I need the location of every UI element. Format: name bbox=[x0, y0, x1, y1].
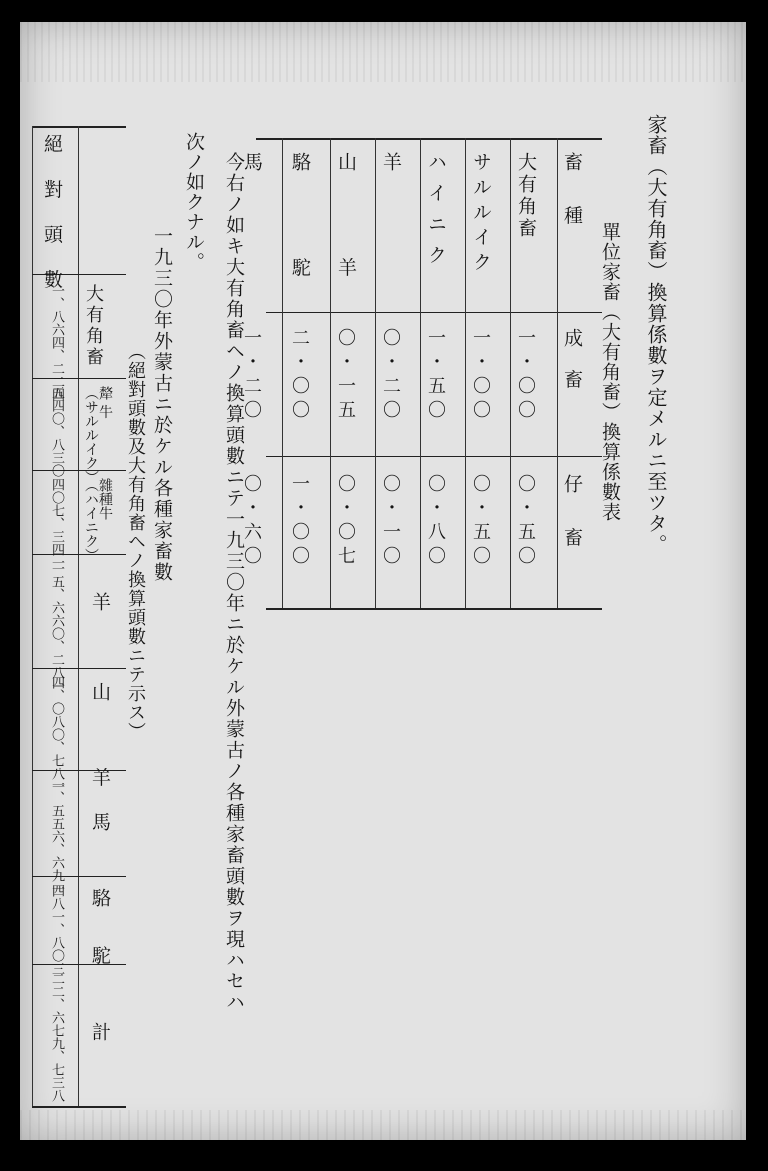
scan-noise-bottom bbox=[20, 1110, 746, 1140]
table2-col-rule-5 bbox=[32, 770, 126, 771]
table1-row-name: 山 羊 bbox=[335, 152, 357, 317]
table1-col-line-5 bbox=[375, 138, 376, 608]
table1-row-adult: 一・二〇 bbox=[241, 328, 262, 424]
table1-col-line-2 bbox=[510, 138, 511, 608]
table1-row-adult: 一・〇〇 bbox=[515, 328, 536, 424]
paragraph-line-1: 今右ノ如キ大有角畜ヘノ換算頭數ニテ一九三〇年ニ於ケル外蒙古ノ各種家畜頭數ヲ現ハセハ bbox=[223, 152, 245, 1013]
table2-col-rule-6 bbox=[32, 876, 126, 877]
table1-row-adult: 二・〇〇 bbox=[289, 328, 310, 424]
table1-header-adult: 成 畜 bbox=[561, 328, 583, 397]
table2-col-rule-4 bbox=[32, 668, 126, 669]
table1-col-line-7 bbox=[282, 138, 283, 608]
table2-value: 一、五五六、六九一 bbox=[49, 778, 64, 895]
table1-row-young: 〇・一〇 bbox=[380, 474, 401, 570]
table1-row-young: 〇・五〇 bbox=[515, 474, 536, 570]
table2-col-header: 計 bbox=[89, 1022, 111, 1044]
table1-row-name: ハイニク bbox=[425, 152, 447, 276]
table1-top-rule bbox=[256, 138, 602, 140]
table2-outer-left bbox=[32, 126, 33, 1106]
table1-header-young: 仔 畜 bbox=[561, 474, 583, 561]
table1-col-line-1 bbox=[557, 138, 558, 608]
table2-col-header: 山 羊 bbox=[89, 682, 111, 817]
table2-col-header: 大有角畜 bbox=[83, 284, 104, 368]
table2-row-label: 絕 對 頭 數 bbox=[41, 134, 63, 299]
table1-col-line-3 bbox=[465, 138, 466, 608]
heading-line: 家畜（大有角畜）換算係數ヲ定メルニ至ツタ。 bbox=[644, 114, 668, 555]
table1-row-adult: 一・〇〇 bbox=[470, 328, 491, 424]
table2-col-header: 雜種牛 （ハイニク） bbox=[83, 478, 113, 562]
table1-col-line-4 bbox=[420, 138, 421, 608]
table2-col-header: 馬 bbox=[89, 812, 111, 834]
table1-divider-1 bbox=[266, 312, 602, 313]
table1-row-name: 大有角畜 bbox=[515, 152, 537, 240]
table1-header-species: 畜 種 bbox=[561, 152, 583, 239]
table1-row-adult: 〇・二〇 bbox=[380, 328, 401, 424]
table1-row-name: 羊 bbox=[380, 152, 402, 174]
table2-title: 一九三〇年外蒙古ニ於ケル各種家畜數 bbox=[151, 226, 173, 583]
table1-row-young: 〇・〇七 bbox=[335, 474, 356, 570]
table1-title: 單位家畜（大有角畜）換算係數表 bbox=[599, 222, 621, 522]
paragraph-line-2: 次ノ如クナル。 bbox=[183, 132, 205, 272]
table2-col-header: 犛 牛 （サルルイク） bbox=[83, 386, 113, 484]
table2-value: 四〇七、三四一 bbox=[49, 478, 64, 569]
table2-top-rule bbox=[32, 126, 126, 128]
table1-row-young: 〇・五〇 bbox=[470, 474, 491, 570]
table2-value: 四八一、八〇三 bbox=[49, 884, 64, 975]
scan-noise-top bbox=[20, 22, 746, 82]
table1-col-line-6 bbox=[330, 138, 331, 608]
table1-row-name: サルルイク bbox=[470, 152, 492, 277]
table2-value: 一五、六六〇、二八一 bbox=[49, 562, 64, 692]
table2-value: 四、〇八〇、七八一 bbox=[49, 676, 64, 793]
table1-row-name: 駱 駝 bbox=[289, 152, 311, 317]
table2-value: 五四〇、八三〇 bbox=[49, 386, 64, 477]
table1-row-young: 〇・八〇 bbox=[425, 474, 446, 570]
table2-value: 一、八六四、二二四 bbox=[49, 284, 64, 401]
table2-bottom-rule bbox=[32, 1106, 126, 1108]
document-page bbox=[20, 22, 746, 1140]
table2-col-rule-7 bbox=[32, 964, 126, 965]
table2-col-header: 羊 bbox=[89, 592, 111, 614]
table1-row-adult: 〇・一五 bbox=[335, 328, 356, 424]
table1-row-young: 一・〇〇 bbox=[289, 474, 310, 570]
table1-row-name: 馬 bbox=[241, 152, 263, 174]
table1-row-young: 〇・六〇 bbox=[241, 474, 262, 570]
table2-value: 二二、六七九、七三八 bbox=[49, 972, 64, 1102]
table1-bottom-rule bbox=[266, 608, 602, 610]
table2-col-rule-1 bbox=[32, 378, 126, 379]
table1-divider-2 bbox=[266, 456, 602, 457]
table2-label-divider bbox=[78, 126, 79, 1106]
table2-col-header: 駱 駝 bbox=[89, 888, 111, 981]
table1-row-adult: 一・五〇 bbox=[425, 328, 446, 424]
table2-subtitle: （絕對頭數及大有角畜ヘノ換算頭數ニテ示ス） bbox=[125, 342, 146, 741]
